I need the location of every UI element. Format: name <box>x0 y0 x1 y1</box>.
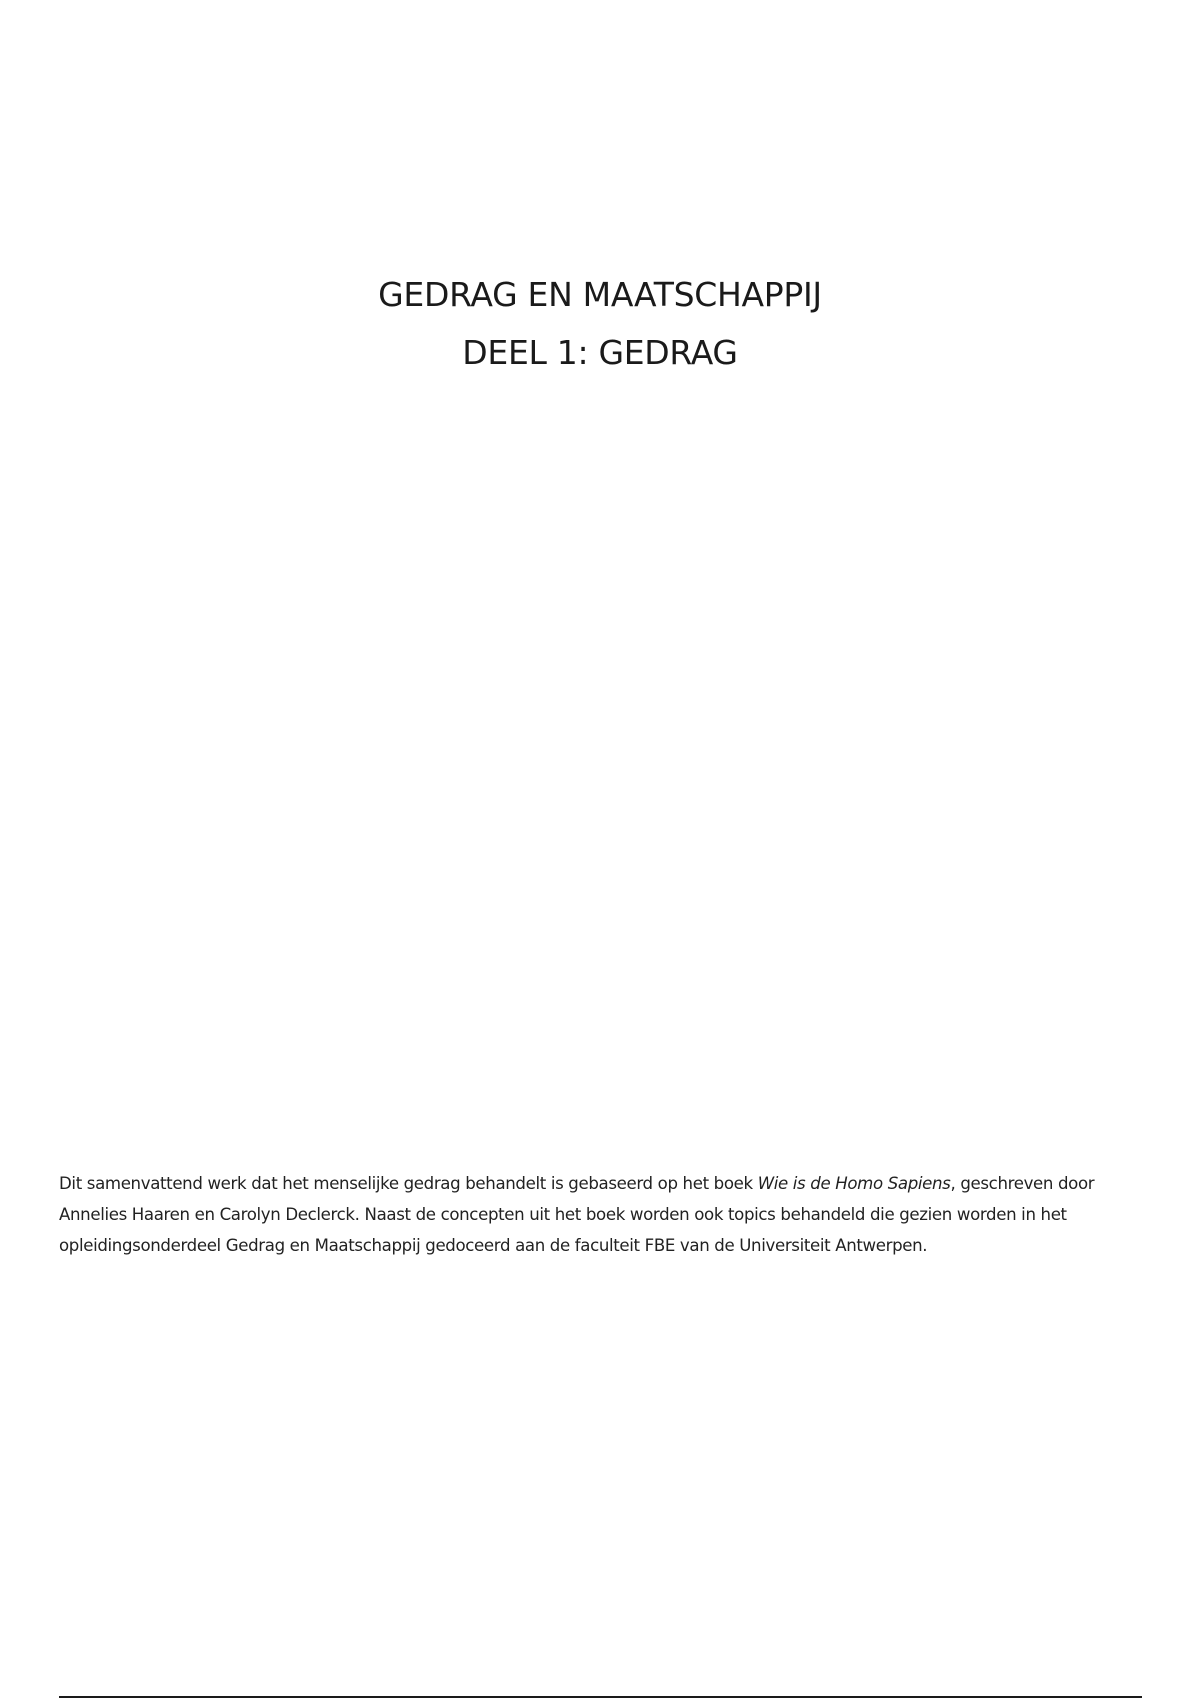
footer-divider <box>59 1696 1142 1698</box>
title-line-2: DEEL 1: GEDRAG <box>462 333 738 372</box>
title-line-1: GEDRAG EN MAATSCHAPPIJ <box>378 275 822 314</box>
intro-paragraph <box>59 1168 1139 1261</box>
document-title <box>0 266 1200 382</box>
intro-text-after: , geschreven door Annelies Haaren en Carolyn Declerck. Naast de concepten uit het boek worden ook topics behandeld die gezien worden in het opleidingsonderdeel Gedrag en Maatschappij gedoceerd aan de faculteit FBE van de Universiteit Antwerpen. <box>59 1174 1095 1255</box>
intro-text-before: Dit samenvattend werk dat het menselijke gedrag behandelt is gebaseerd op het boek <box>59 1174 758 1193</box>
book-title: Wie is de Homo Sapiens <box>757 1174 951 1193</box>
